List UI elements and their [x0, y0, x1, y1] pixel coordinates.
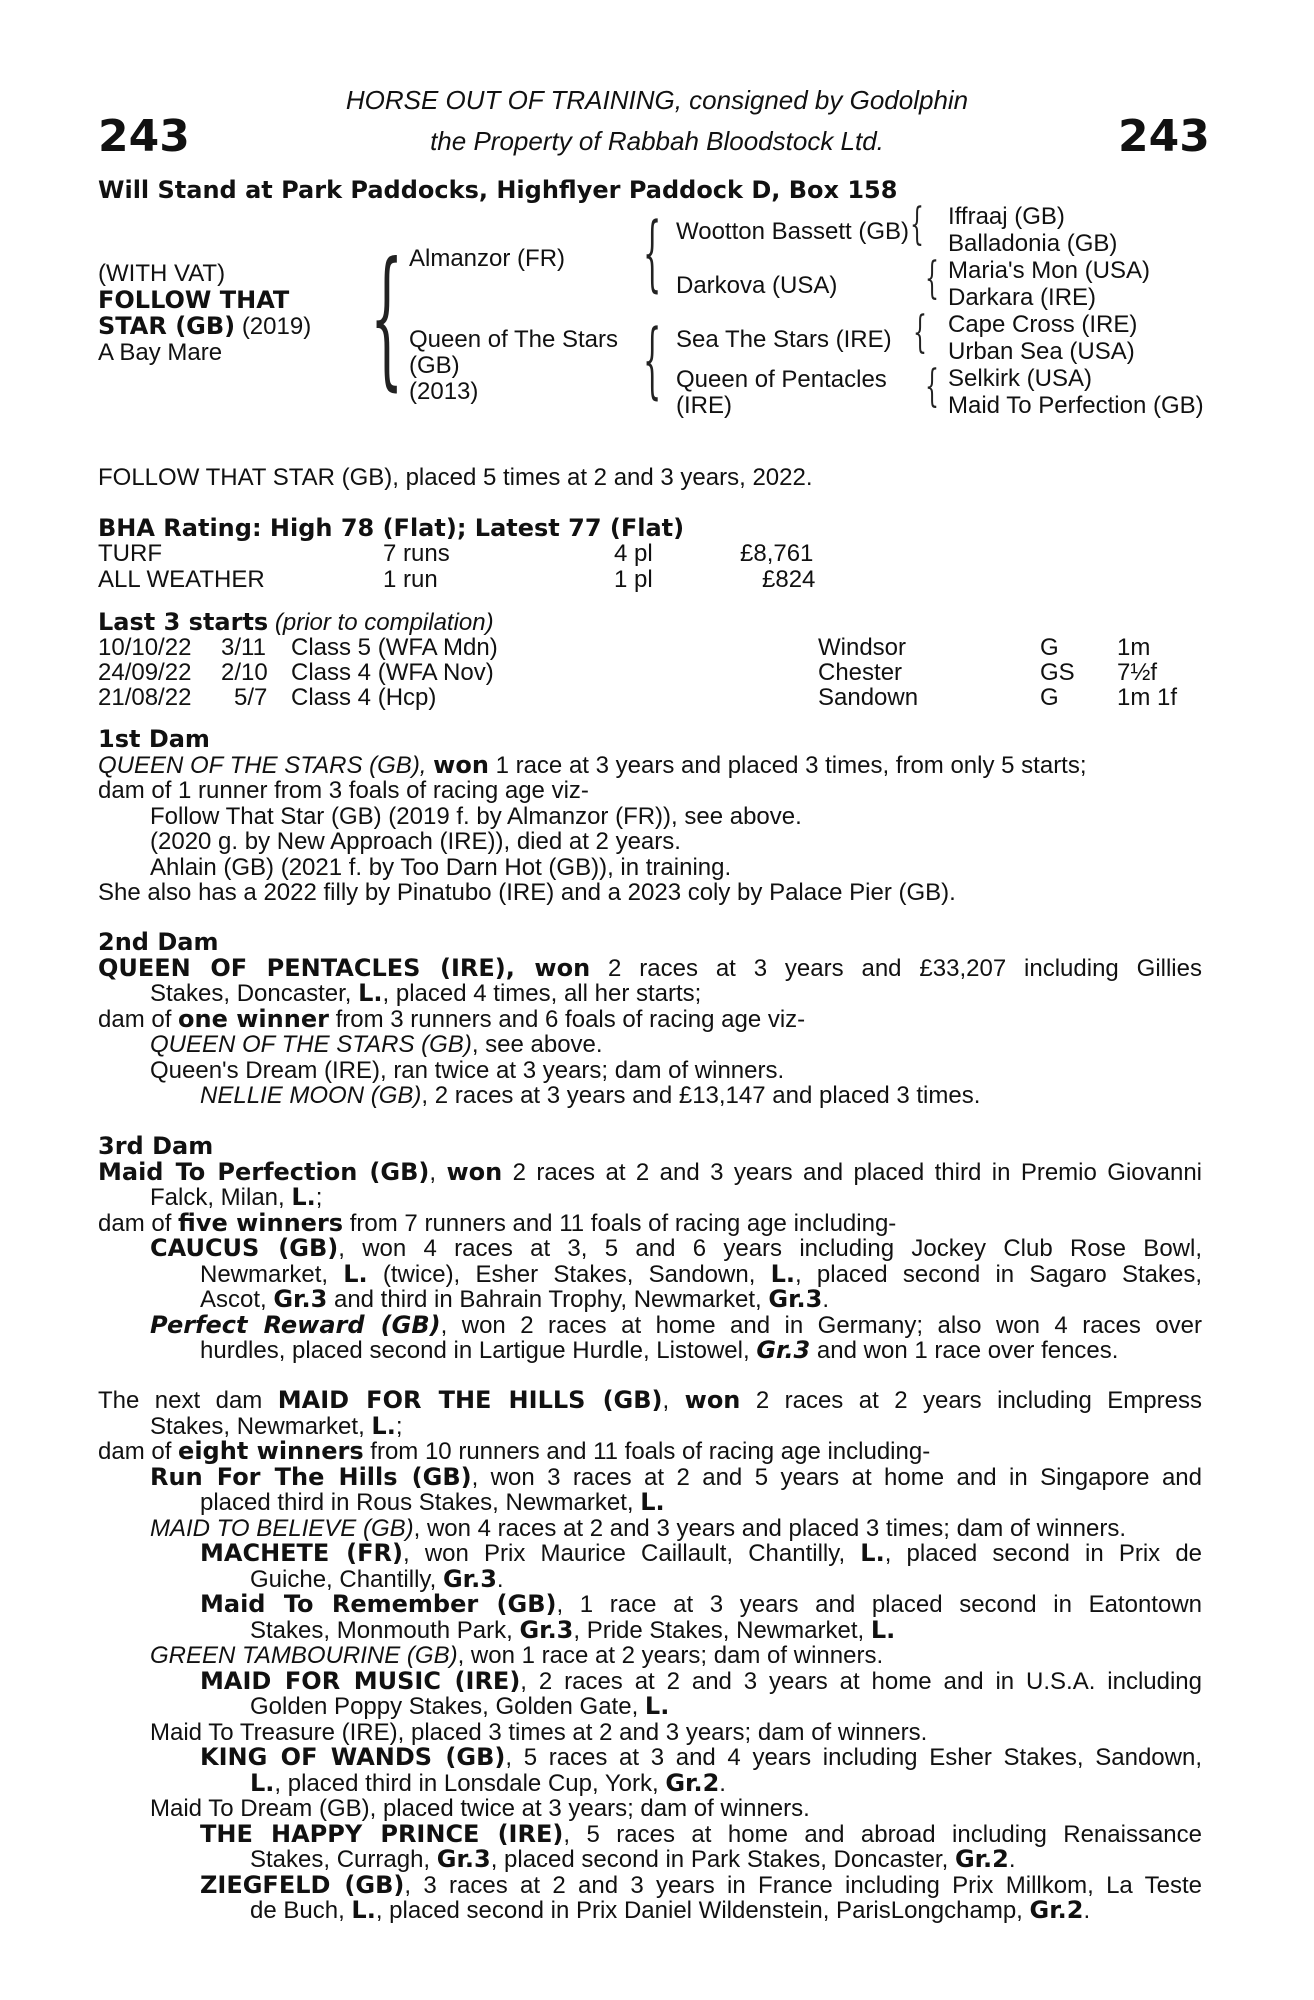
pedigree-dss: Cape Cross (IRE) [948, 311, 1138, 338]
pedigree-main-brace: { [370, 231, 404, 405]
horse-description: A Bay Mare [98, 339, 223, 366]
start-distance: 1m [1117, 634, 1151, 661]
first-dam-section [98, 727, 1202, 906]
pedigree-dam-sire: Sea The Stars (IRE) [676, 326, 892, 353]
lot-number-right: 243 [1118, 111, 1210, 162]
pedigree-brace-ss: { [910, 199, 924, 250]
next-dam-produce-ziegfeld-2: de Buch, L., placed second in Prix Daniel Wildenstein, ParisLongchamp, Gr.2. [250, 1896, 1091, 1924]
consignor-line: HORSE OUT OF TRAINING, consigned by Godolphin [345, 85, 969, 115]
next-dam-produce-maid-to-remember-2: Stakes, Monmouth Park, Gr.3, Pride Stakes, Newmarket, L. [250, 1615, 896, 1644]
third-dam-line3: dam of five winners from 7 runners and 11 foals of racing age including- [98, 1208, 897, 1237]
first-dam-line2: dam of 1 runner from 3 foals of racing age viz- [98, 777, 589, 804]
start-race: Class 4 (Hcp) [291, 684, 437, 711]
rating-row-aw-runs: 1 run [383, 566, 438, 593]
third-dam-produce-perfect-reward-2: hurdles, placed second in Lartigue Hurdle, Listowel, Gr.3 and won 1 race over fences. [200, 1336, 1119, 1364]
second-dam-produce-1: QUEEN OF THE STARS (GB), see above. [150, 1031, 603, 1058]
start-course: Windsor [818, 634, 907, 661]
last-starts-heading [98, 610, 494, 635]
pedigree-dam-line1: Queen of The Stars [409, 326, 619, 353]
pedigree-sss: Iffraaj (GB) [948, 203, 1065, 230]
pedigree-dam-dam-line2: (IRE) [676, 392, 732, 419]
third-dam-line1: Maid To Perfection (GB), won 2 races at 2 and 3 years and placed third in Premio Giovanni [98, 1157, 1202, 1186]
property-line: the Property of Rabbah Bloodstock Ltd. [430, 126, 884, 156]
stand-location: Will Stand at Park Paddocks, Highflyer Paddock D, Box 158 [98, 176, 898, 204]
pedigree-sire-dam: Darkova (USA) [676, 272, 838, 299]
rating-row-aw-surface: ALL WEATHER [98, 566, 265, 593]
pedigree-sdd: Darkara (IRE) [948, 284, 1097, 311]
start-distance: 7½f [1117, 659, 1158, 686]
pedigree-brace-sd: { [925, 253, 939, 304]
pedigree-dam-line3: (2013) [409, 378, 479, 405]
next-dam-produce-the-happy-prince-2: Stakes, Curragh, Gr.3, placed second in Park Stakes, Doncaster, Gr.2. [250, 1845, 1016, 1873]
pedigree-dam-brace: { [643, 313, 662, 408]
pedigree-dds: Selkirk (USA) [948, 365, 1093, 392]
next-dam-produce-green-tambourine: GREEN TAMBOURINE (GB), won 1 race at 2 years; dam of winners. [150, 1642, 884, 1669]
third-dam-produce-caucus: CAUCUS (GB), won 4 races at 3, 5 and 6 years including Jockey Club Rose Bowl, [150, 1234, 1202, 1262]
first-dam-heading: 1st Dam [98, 725, 210, 753]
start-race: Class 5 (WFA Mdn) [291, 634, 498, 661]
next-dam-produce-run-for-the-hills: Run For The Hills (GB), won 3 races at 2 and 5 years at home and in Singapore and [150, 1462, 1202, 1491]
next-dam-produce-run-for-the-hills-2: placed third in Rous Stakes, Newmarket, L. [200, 1488, 665, 1516]
next-dam-line1: The next dam MAID FOR THE HILLS (GB), won 2 races at 2 years including Empress [98, 1386, 1202, 1414]
next-dam-produce-machete: MACHETE (FR), won Prix Maurice Caillault, Chantilly, L., placed second in Prix de [200, 1539, 1203, 1567]
pedigree-dam-dam-line1: Queen of Pentacles [676, 366, 887, 393]
next-dam-produce-king-of-wands: KING OF WANDS (GB), 5 races at 3 and 4 years including Esher Stakes, Sandown, [200, 1743, 1202, 1771]
next-dam-section [98, 1388, 1202, 1924]
second-dam-heading: 2nd Dam [98, 928, 219, 956]
rating-row-turf-prize: £8,761 [740, 540, 814, 567]
second-dam-line2: Stakes, Doncaster, L., placed 4 times, all her starts; [150, 979, 702, 1007]
race-summary: FOLLOW THAT STAR (GB), placed 5 times at 2 and 3 years, 2022. [98, 464, 813, 491]
vat-note: (WITH VAT) [98, 260, 226, 287]
rating-row-turf-runs: 7 runs [383, 540, 450, 567]
start-course: Sandown [818, 684, 919, 711]
third-dam-produce-perfect-reward: Perfect Reward (GB), won 2 races at home and in Germany; also won 4 races over [150, 1310, 1203, 1339]
next-dam-produce-king-of-wands-2: L., placed third in Lonsdale Cup, York, Gr.2. [250, 1768, 726, 1797]
second-dam-line1: QUEEN OF PENTACLES (IRE), won 2 races at 3 years and £33,207 including Gillies [98, 953, 1202, 982]
first-dam-produce-1: Follow That Star (GB) (2019 f. by Almanzor (FR)), see above. [150, 802, 802, 830]
start-date: 21/08/22 [98, 684, 192, 711]
next-dam-produce-maid-for-music: MAID FOR MUSIC (IRE), 2 races at 2 and 3 years at home and in U.S.A. including [200, 1666, 1203, 1695]
first-dam-line1: QUEEN OF THE STARS (GB), won 1 race at 3 years and placed 3 times, from only 5 starts; [98, 750, 1087, 779]
start-position: 2/10 [221, 659, 268, 686]
start-position: 5/7 [234, 684, 268, 711]
next-dam-line2: Stakes, Newmarket, L.; [150, 1411, 403, 1440]
next-dam-produce-maid-to-believe: MAID TO BELIEVE (GB), won 4 races at 2 and 3 years and placed 3 times; dam of winners. [150, 1514, 1127, 1542]
third-dam-line2: Falck, Milan, L.; [150, 1183, 323, 1211]
third-dam-heading: 3rd Dam [98, 1132, 214, 1160]
last-starts-note: (prior to compilation) [274, 609, 494, 636]
rating-title: BHA Rating: High 78 (Flat); Latest 77 (Flat) [98, 514, 685, 542]
pedigree-sire-brace: { [643, 206, 662, 301]
first-dam-produce-2: (2020 g. by New Approach (IRE)), died at 2 years. [150, 828, 681, 855]
third-dam-produce-caucus-2: Newmarket, L. (twice), Esher Stakes, Sandown, L., placed second in Sagaro Stakes, [200, 1259, 1203, 1288]
rating-row-turf-pl: 4 pl [614, 540, 653, 567]
horse-name-part2: STAR (GB) [98, 312, 236, 340]
next-dam-produce-ziegfeld: ZIEGFELD (GB), 3 races at 2 and 3 years in France including Prix Millkom, La Teste [200, 1870, 1203, 1899]
next-dam-produce-machete-2: Guiche, Chantilly, Gr.3. [250, 1564, 504, 1593]
second-dam-line3: dam of one winner from 3 runners and 6 foals of racing age viz- [98, 1004, 806, 1033]
start-going: G [1040, 634, 1059, 661]
pedigree-sds: Maria's Mon (USA) [948, 257, 1150, 284]
start-date: 24/09/22 [98, 659, 192, 686]
horse-name-line1: FOLLOW THAT [98, 286, 290, 314]
next-dam-produce-maid-to-treasure: Maid To Treasure (IRE), placed 3 times at 2 and 3 years; dam of winners. [150, 1718, 928, 1746]
rating-row-aw-pl: 1 pl [614, 566, 653, 593]
horse-name-line2 [98, 314, 311, 339]
rating-row-aw-prize: £824 [762, 566, 816, 593]
next-dam-line3: dam of eight winners from 10 runners and 11 foals of racing age including- [98, 1437, 931, 1465]
pedigree-dam-line2: (GB) [409, 352, 460, 379]
start-going: GS [1040, 659, 1075, 686]
second-dam-produce-3: NELLIE MOON (GB), 2 races at 3 years and £13,147 and placed 3 times. [200, 1082, 981, 1109]
lot-number-left: 243 [98, 111, 190, 162]
second-dam-produce-2: Queen's Dream (IRE), ran twice at 3 years; dam of winners. [150, 1056, 785, 1084]
start-date: 10/10/22 [98, 634, 192, 661]
pedigree-ssd: Balladonia (GB) [948, 230, 1118, 257]
pedigree-sire: Almanzor (FR) [409, 245, 566, 272]
start-distance: 1m 1f [1117, 684, 1178, 711]
first-dam-note: She also has a 2022 filly by Pinatubo (IRE) and a 2023 coly by Palace Pier (GB). [98, 879, 956, 906]
horse-year: (2019) [241, 313, 312, 340]
third-dam-section [98, 1134, 1202, 1364]
start-going: G [1040, 684, 1059, 711]
pedigree-ddd: Maid To Perfection (GB) [948, 392, 1204, 419]
last-starts-title: Last 3 starts [98, 608, 269, 636]
next-dam-produce-maid-to-remember: Maid To Remember (GB), 1 race at 3 years and placed second in Eatontown [200, 1590, 1202, 1618]
next-dam-produce-maid-to-dream: Maid To Dream (GB), placed twice at 3 years; dam of winners. [150, 1795, 810, 1822]
next-dam-produce-the-happy-prince: THE HAPPY PRINCE (IRE), 5 races at home and abroad including Renaissance [200, 1819, 1202, 1848]
start-position: 3/11 [221, 634, 266, 661]
pedigree-brace-ds: { [913, 307, 927, 358]
pedigree-sire-sire: Wootton Bassett (GB) [676, 218, 909, 245]
pedigree-brace-dd: { [925, 361, 939, 412]
start-race: Class 4 (WFA Nov) [291, 659, 494, 686]
second-dam-section [98, 930, 1202, 1109]
first-dam-produce-3: Ahlain (GB) (2021 f. by Too Darn Hot (GB)), in training. [150, 853, 732, 881]
third-dam-produce-caucus-3: Ascot, Gr.3 and third in Bahrain Trophy, Newmarket, Gr.3. [200, 1285, 829, 1313]
rating-row-turf-surface: TURF [98, 540, 162, 567]
next-dam-produce-maid-for-music-2: Golden Poppy Stakes, Golden Gate, L. [250, 1692, 670, 1720]
pedigree-dsd: Urban Sea (USA) [948, 338, 1135, 365]
start-course: Chester [818, 659, 903, 686]
